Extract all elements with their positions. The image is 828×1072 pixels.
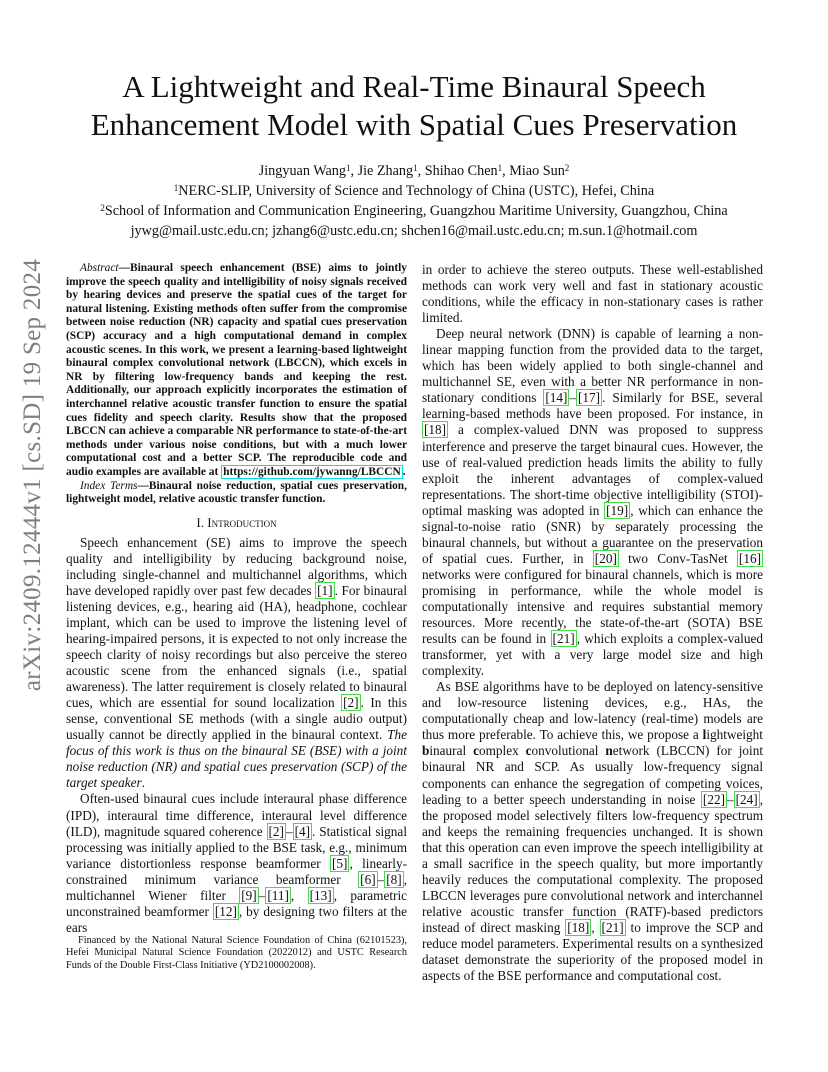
text: two Conv-TasNet [618,550,737,566]
author-3-affil: 1 [497,163,503,173]
text: , multichannel Wiener filter [66,871,407,903]
citation-link[interactable]: [17] [578,390,601,406]
text: onvolutional [531,743,606,759]
code-link[interactable]: https://github.com/jywanng/LBCCN [223,465,401,478]
citation-link[interactable]: [11] [267,887,289,903]
text: , linearly-constrained minimum variance beamformer [66,855,407,887]
author-1: Jingyuan Wang [258,163,346,179]
intro-para-4 [422,679,763,984]
acronym-letter: b [422,743,430,759]
text: Deep neural network (DNN) is capable of learning a non-linear mapping function from the provided data to the target, which has been widely applied to both single-channel and multichannel SE, even with a better NR performance in non-stationary conditions [422,326,763,406]
left-column [66,262,407,936]
text: – [258,887,266,903]
affil-1-text: NERC-SLIP, University of Science and Technology of China (USTC), Hefei, China [178,183,655,199]
affil-2-marker: 2 [100,203,105,213]
section-heading: I. Introduction [196,514,277,530]
arxiv-sidebar [8,240,58,710]
author-3: , Shihao Chen [417,163,498,179]
citation-link[interactable]: [20] [594,550,617,566]
citation-link[interactable]: [19] [606,502,629,518]
affil-1-marker: 1 [173,183,179,193]
author-1-affil: 1 [345,163,351,173]
citation-link[interactable]: [14] [545,390,568,406]
acronym-letter: n [605,743,613,759]
citation-link[interactable]: [22] [702,791,725,807]
text: Often-used binaural cues include interaural phase difference (IPD), interaural time difference, interaural level difference (ILD), magnitude squared coherence [66,791,407,839]
text: , which exploits a complex-valued transformer, yet with a very large model size and high complexity. [422,631,763,679]
text: omplex [478,743,526,759]
citation-link[interactable]: [1] [317,582,333,598]
text: Speech enhancement (SE) aims to improve the speech quality and intelligibility by reducing background noise, including single-channel and multichannel algorithms, which have developed rapidly over past few decades [66,534,407,598]
text: , the proposed model selectively filters low-frequency spectrum and keeps the remaining frequencies unchanged. It is shown that this operation can even improve the speech intelligibility at a small sacrifice in the speech quality, but more importantly heavily reduces the computational complexity. The proposed LBCCN leverages pure convolutional network and interchannel relative acoustic transfer function (RATF)-based predictors instead of direct masking [422,791,763,935]
title-line-1: A Lightweight and Real-Time Binaural Speech [122,69,706,104]
text: networks were configured for binaural channels, which is more promising in performance, while the whole model is computationally intensive and requires substantial memory resources. More recently, the state-of-the-art (SOTA) BSE results can be found in [422,566,763,647]
intro-para-1 [66,535,407,792]
citation-link[interactable]: [13] [309,887,332,903]
text: etwork (LBCCN) for joint binaural NR and SCP. As usually low-frequency signal components can enhance the segregation of competing voices, leading to a better speech understanding in noise [422,743,763,807]
citation-link[interactable]: [18] [567,919,590,935]
author-emails: jywg@mail.ustc.edu.cn; jzhang6@ustc.edu.cn; shchen16@mail.ustc.edu.cn; m.sun.1@hotmail.com [130,223,698,239]
text: to improve the SCP and reduce model parameters. Experimental results on a synthesized dataset demonstrate the superiority of the proposed model in aspects of the BSE performance and computational cost. [422,919,763,984]
text: – [569,390,577,406]
citation-link[interactable]: [4] [294,823,311,839]
right-column [422,262,763,984]
arxiv-id: arXiv:2409.12444v1 [cs.SD] 19 Sep 2024 [19,258,46,692]
author-2-affil: 1 [413,163,418,173]
citation-link[interactable]: [16] [738,550,761,566]
abstract-text: —Binaural speech enhancement (BSE) aims to jointly improve the speech quality and intelligibility of noisy signals received by hearing devices and preserve the spatial cues of the target for natural listening. Existing methods often suffer from the compromise between noise reduction (NR) capacity and spatial cues preservation (SCP) accuracy and a high computational demand in complex acoustic scenes. In this work, we present a learning-based lightweight binaural complex convolutional network (LBCCN), which excels in NR by filtering low-frequency bands and keeping the rest. Additionally, our approach explicitly incorporates the estimation of interchannel relative acoustic transfer function to ensure the spatial cues fidelity and speech clarity. Results show that the proposed LBCCN can achieve a comparable NR performance to state-of-the-art methods under various noise conditions, but with a much lower computational cost and a better SCP. The reproducible code and audio examples are available at [66,262,407,478]
intro-para-2-cont: in order to achieve the stereo outputs. These well-established methods can work very well and fast in stationary acoustic conditions, while the efficacy in non-stationary cases is rather limited. [422,262,763,326]
index-terms-label: Index Terms [80,479,138,492]
author-2: , Jie Zhang [350,163,414,179]
text: , which can enhance the signal-to-noise ratio (SNR) by separately processing the binaural channels, but without a guarantee on the preservation of spatial cues. Further, in [422,502,763,566]
text: . Statistical signal processing was initially applied to the BSE task, e.g., minimum variance distortionless response beamformer [66,823,407,871]
citation-link[interactable]: [5] [332,855,348,871]
author-block [50,161,778,241]
intro-para-3 [422,326,763,679]
text: . For binaural listening devices, e.g., hearing aid (HA), headphone, cochlear implant, which can be used to improve the listening level of hearing-impaired persons, it is expected to not only increase the speech clarity of noisy recordings but also perceive the stereo acoustic scene from the enhanced signals (i.e., spatial awareness). The latter requirement is closely related to binaural cues, which are essential for sound localization [66,582,407,711]
citation-link[interactable]: [6] [360,871,376,887]
abstract-label: Abstract [80,262,119,274]
text: , parametric unconstrained beamformer [66,887,408,919]
paper-title [50,68,778,144]
text: inaural [429,743,474,759]
author-4-affil: 2 [564,163,570,173]
abstract [66,262,407,480]
index-terms-text: —Binaural noise reduction, spatial cues preservation, lightweight model, relative acoustic transfer function. [66,479,407,506]
citation-link[interactable]: [2] [343,695,359,711]
author-4: , Miao Sun [502,163,565,179]
text: . Similarly for BSE, several learning-based methods have been proposed. For instance, in [422,390,763,422]
acronym-letter: c [473,743,479,759]
abstract-end: . [402,465,406,478]
acronym-letter: c [525,743,532,759]
text: , by designing two filters at the ears [66,903,407,935]
citation-link[interactable]: [8] [386,871,402,887]
intro-para-2 [66,791,407,935]
citation-link[interactable]: [21] [552,631,575,647]
text: ightweight [706,727,763,743]
text: As BSE algorithms have to be deployed on latency-sensitive and low-resource listening devices, e.g., HAs, the computationally cheap and low-latency (real-time) models are thus more preferable. To achieve this, we propose a [422,679,763,743]
funding-footnote: Financed by the National Natural Science Foundation of China (62101523), Hefei Municipal Natural Science Foundation (2022012) and USTC Research Funds of the Double First-Class Initiative (YD2100002008). [66,935,407,971]
citation-link[interactable]: [21] [601,919,624,935]
text: – [377,871,385,887]
title-line-2: Enhancement Model with Spatial Cues Preservation [90,107,738,142]
citation-link[interactable]: [18] [424,422,447,438]
citation-link[interactable]: [9] [241,887,257,903]
text: , [290,887,308,903]
text: – [285,823,293,839]
citation-link[interactable]: [2] [268,823,284,839]
affiliation-1 [50,181,778,201]
text: . In this sense, conventional SE methods (with a single audio output) usually cannot be directly applied in the binaural context. [66,695,407,743]
affiliation-2 [50,201,778,221]
text: a complex-valued DNN was proposed to suppress interference and preserve the target binaural cues. However, the use of real-valued prediction heads limits the ability to fully exploit the inherent advantages of complex-valued representations. The short-time objective intelligibility (STOI)-optimal masking was adopted in [422,422,763,518]
acronym-letter: l [702,727,707,743]
text: , [591,919,600,935]
citation-link[interactable]: [24] [735,791,758,807]
focus-statement: The focus of this work is thus on the binaural SE (BSE) with a joint noise reduction (NR) and spatial cues preservation (SCP) of the target speaker [66,727,407,791]
index-terms [66,480,407,507]
author-names [50,161,778,181]
citation-link[interactable]: [12] [214,903,237,919]
text: . [141,775,145,791]
text: – [726,791,734,807]
affil-2-text: School of Information and Communication Engineering, Guangzhou Maritime University, Guangzhou, China [104,203,728,219]
